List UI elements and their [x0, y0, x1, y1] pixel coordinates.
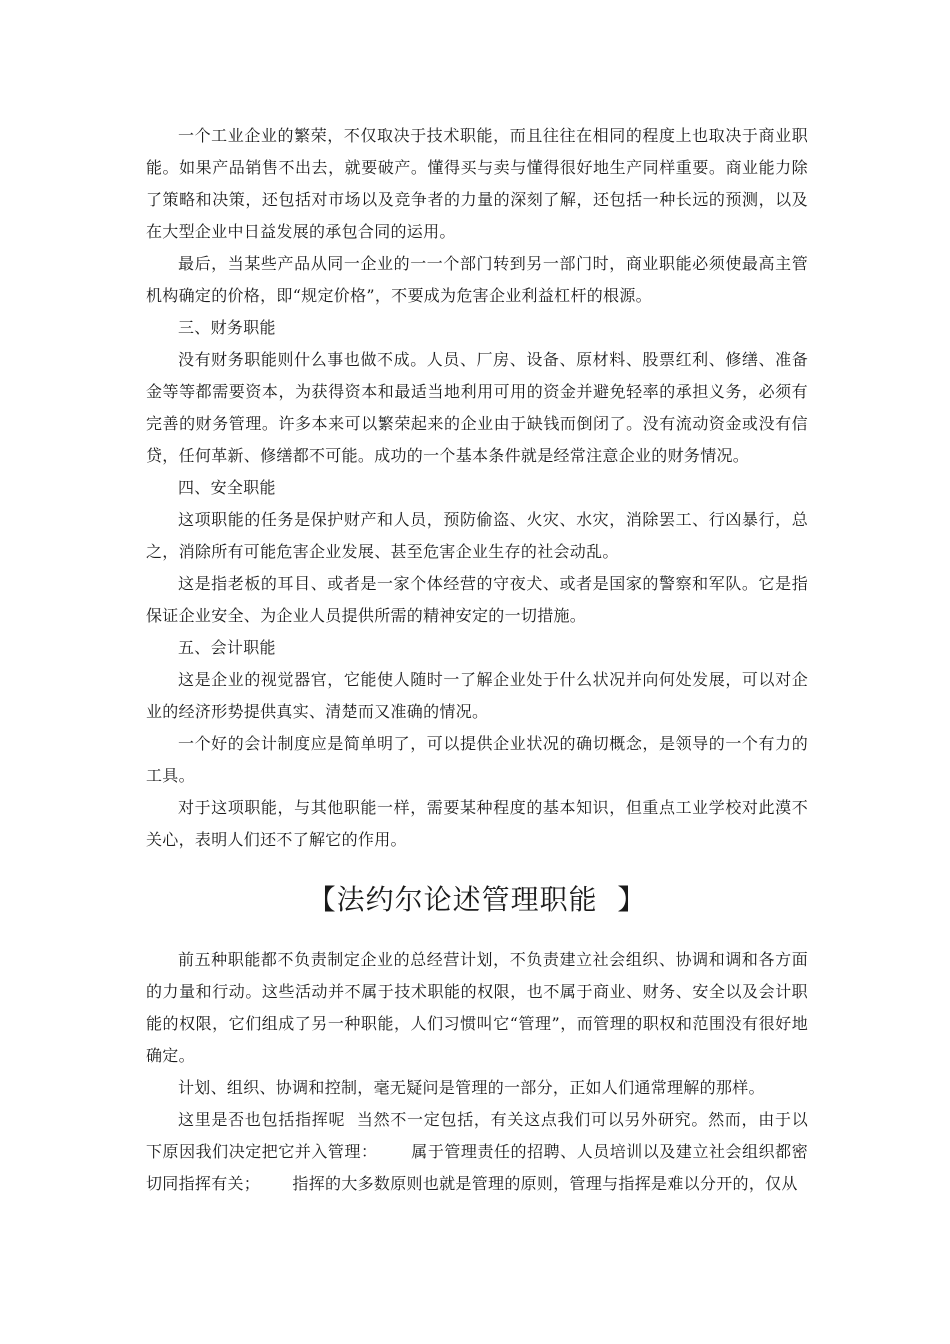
paragraph: 前五种职能都不负责制定企业的总经营计划，不负责建立社会组织、协调和调和各方面的力量和行动。这些活动并不属于技术职能的权限，也不属于商业、财务、安全以及会计职能的权限，它们组成了另一种职能，人们习惯叫它“管理”，而管理的职权和范围没有很好地确定。: [146, 950, 808, 1065]
paragraph: 这项职能的任务是保护财产和人员，预防偷盗、火灾、水灾，消除罢工、行凶暴行，总之，消除所有可能危害企业发展、甚至危害企业生存的社会动乱。: [146, 510, 808, 561]
document-page: [146, 120, 808, 1200]
heading-finance: 三、财务职能: [178, 318, 276, 337]
paragraph: 一个好的会计制度应是简单明了，可以提供企业状况的确切概念，是领导的一个有力的工具。: [146, 734, 808, 785]
heading-accounting: 五、会计职能: [178, 638, 276, 657]
paragraph: 最后，当某些产品从同一企业的一一个部门转到另一部门时，商业职能必须使最高主管机构确定的价格，即“规定价格”，不要成为危害企业利益杠杆的根源。: [146, 254, 808, 305]
paragraph: 没有财务职能则什么事也做不成。人员、厂房、设备、原材料、股票红利、修缮、准备金等等都需要资本，为获得资本和最适当地利用可用的资金并避免轻率的承担义务，必须有完善的财务管理。许多本来可以繁荣起来的企业由于缺钱而倒闭了。没有流动资金或没有信贷，任何革新、修缮都不可能。成功的一个基本条件就是经常注意企业的财务情况。: [146, 350, 808, 465]
paragraph: 这是指老板的耳目、或者是一家个体经营的守夜犬、或者是国家的警察和军队。它是指保证企业安全、为企业人员提供所需的精神安定的一切措施。: [146, 574, 808, 625]
section-management: [146, 944, 808, 1200]
section-title: 【法约尔论述管理职能 】: [307, 883, 647, 916]
paragraph: 这是企业的视觉器官，它能使人随时一了解企业处于什么状况并向何处发展，可以对企业的经济形势提供真实、清楚而又准确的情况。: [146, 670, 808, 721]
paragraph: 对于这项职能，与其他职能一样，需要某种程度的基本知识，但重点工业学校对此漠不关心，表明人们还不了解它的作用。: [146, 798, 808, 849]
paragraph: 计划、组织、协调和控制，毫无疑问是管理的一部分，正如人们通常理解的那样。: [178, 1078, 765, 1097]
heading-security: 四、安全职能: [178, 478, 276, 497]
paragraph: 一个工业企业的繁荣，不仅取决于技术职能，而且往往在相同的程度上也取决于商业职能。如果产品销售不出去，就要破产。懂得买与卖与懂得很好地生产同样重要。商业能力除了策略和决策，还包括对市场以及竞争者的力量的深刻了解，还包括一种长远的预测，以及在大型企业中日益发展的承包合同的运用。: [146, 126, 808, 241]
section-commercial: [146, 120, 808, 856]
paragraph: 这里是否也包括指挥呢 当然不一定包括，有关这点我们可以另外研究。然而，由于以下原因我们决定把它并入管理： 属于管理责任的招聘、人员培训以及建立社会组织都密切同指挥有关； 指挥的大多数原则也就是管理的原则，管理与指挥是难以分开的，仅从: [146, 1110, 808, 1193]
